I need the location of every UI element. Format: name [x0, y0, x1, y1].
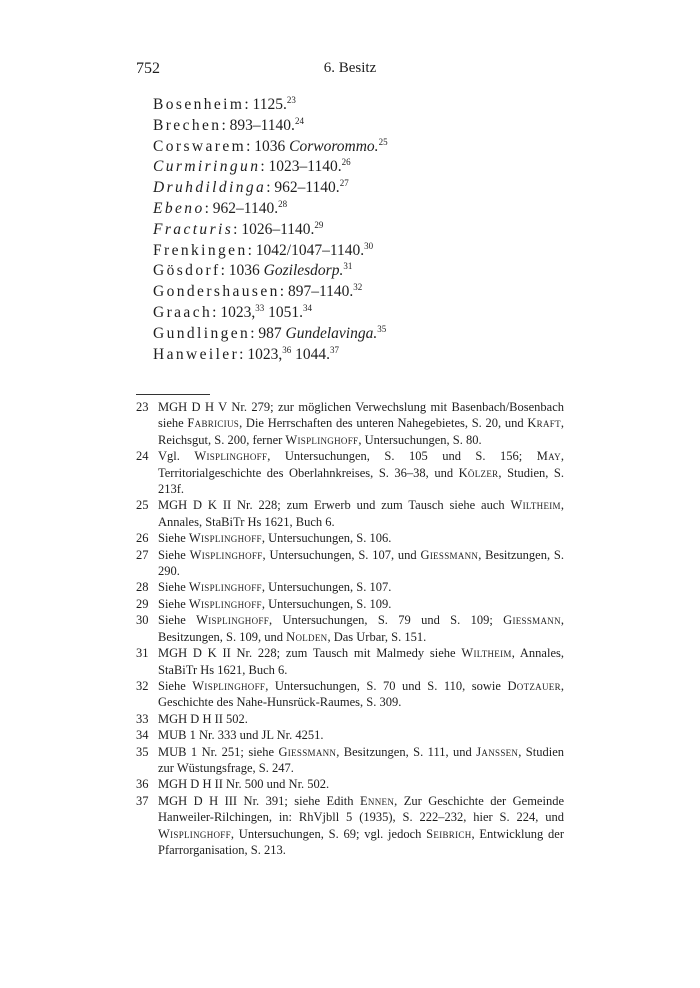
- footnote: [136, 612, 564, 645]
- footnote-number: 24: [136, 449, 149, 464]
- place-name: Ebeno: [153, 199, 205, 217]
- place-name: Hanweiler: [153, 345, 240, 363]
- footnote-text: [158, 613, 564, 643]
- footnote: [136, 793, 564, 859]
- footnote-text: [158, 712, 248, 726]
- footnote-text: [158, 679, 564, 709]
- place-entry: [153, 199, 388, 220]
- footnote-segment: , Entwicklung der Pfarrorganisation, S. 213.: [158, 826, 565, 857]
- footnote: [136, 596, 564, 612]
- footnote-number: 25: [136, 498, 149, 513]
- footnote-text: [158, 646, 564, 676]
- footnote-segment: Siehe: [158, 678, 193, 693]
- footnote-segment: , Untersuchungen, S. 70 und S. 110, sowie: [265, 678, 508, 693]
- footnote-text: [158, 745, 564, 775]
- author-name: Fabricius: [187, 416, 240, 431]
- footnote-text: [158, 400, 564, 447]
- author-name: Wisplinghoff: [196, 613, 270, 628]
- footnote-text: [158, 548, 564, 578]
- author-name: Dotzauer: [507, 678, 561, 693]
- author-name: Kraft: [527, 416, 561, 431]
- place-name: Curmiringun: [153, 158, 261, 176]
- footnote-segment: MUB 1 Nr. 251; siehe: [158, 744, 279, 759]
- footnote-ref: 27: [339, 178, 349, 189]
- footnote-text: [158, 597, 391, 611]
- footnote-ref: 36: [282, 344, 292, 355]
- footnote-segment: , Annales, StaBiTr Hs 1621, Buch 6.: [158, 498, 564, 529]
- footnote: [136, 744, 564, 777]
- footnote-segment: , Annales, StaBiTr Hs 1621, Buch 6.: [158, 646, 564, 677]
- footnote-ref: 35: [377, 323, 387, 334]
- author-name: Wisplinghoff: [285, 432, 359, 447]
- place-dates: : 1026–1140.: [233, 220, 315, 238]
- footnote-text: [158, 531, 391, 545]
- footnote-number: 31: [136, 646, 149, 661]
- footnote-number: 33: [136, 711, 149, 726]
- place-dates: : 1023–1140.: [260, 158, 342, 176]
- place-name: Fracturis: [153, 220, 234, 238]
- footnote: [136, 530, 564, 546]
- footnote-segment: Vgl.: [158, 449, 195, 464]
- author-name: Seibrich: [426, 826, 472, 841]
- footnote-segment: , Untersuchungen, S. 109.: [261, 596, 392, 611]
- footnote-segment: , Untersuchungen, S. 107.: [261, 580, 392, 595]
- place-dates: : 1042/1047–1140.: [247, 241, 365, 259]
- place-name: Frenkingen: [153, 241, 248, 259]
- footnote-segment: Siehe: [158, 547, 190, 562]
- footnote-segment: , Besitzungen, S. 111, und: [336, 744, 477, 759]
- footnote-number: 23: [136, 400, 149, 414]
- place-name: Brechen: [153, 116, 222, 134]
- place-entry: [153, 95, 388, 116]
- author-name: Wisplinghoff: [188, 531, 262, 546]
- place-entry: [153, 220, 388, 241]
- author-name: Wisplinghoff: [188, 580, 262, 595]
- place-dates: : 1036: [246, 137, 290, 155]
- footnote-text: [158, 794, 564, 857]
- footnote-segment: , Das Urbar, S. 151.: [327, 629, 427, 644]
- footnote-segment: , Besitzungen, S. 109, und: [158, 613, 564, 644]
- author-name: Giessmann: [420, 547, 479, 562]
- footnote-segment: , Geschichte des Nahe-Hunsrück-Raumes, S. 309.: [158, 678, 564, 710]
- place-entry: [153, 116, 388, 137]
- footnote-segment: , Untersuchungen, S. 79 und S. 109;: [269, 613, 504, 628]
- footnote-number: 32: [136, 678, 149, 693]
- footnote-segment: , Zur Geschichte der Gemeinde Hanweiler-Rilchingen, in: RhVjbll 5 (1935), S. 222–232, hier S. 224, und: [158, 793, 565, 825]
- place-entry: [153, 261, 388, 282]
- place-list: [153, 95, 388, 365]
- place-name: Gondershausen: [153, 283, 280, 301]
- footnote-segment: , Untersuchungen, S. 107, und: [262, 547, 421, 562]
- footnote-ref: 25: [378, 136, 388, 147]
- footnote-segment: , Die Herrschaften des unteren Nahegebietes, S. 20, und: [239, 416, 528, 431]
- footnote-segment: MUB 1 Nr. 333 und JL Nr. 4251.: [158, 728, 324, 743]
- place-tail: 1051.: [264, 303, 303, 321]
- footnote-segment: Siehe: [158, 596, 189, 611]
- footnote-ref: 24: [294, 115, 304, 126]
- place-dates: : 1036: [220, 262, 264, 280]
- footnote-segment: Siehe: [158, 531, 189, 546]
- footnote-number: 34: [136, 728, 149, 743]
- author-name: Wisplinghoff: [192, 678, 266, 693]
- place-dates: : 1125.: [244, 96, 287, 113]
- place-entry: [153, 345, 388, 366]
- footnote-segment: MGH D K II Nr. 228; zum Tausch mit Malmedy siehe: [158, 646, 462, 661]
- footnote-ref: 32: [353, 282, 363, 293]
- footnote-number: 37: [136, 793, 149, 808]
- place-entry: [153, 178, 388, 199]
- place-name: Gösdorf: [153, 262, 221, 280]
- footnote-ref: 23: [286, 95, 296, 105]
- footnote-segment: , Besitzungen, S. 290.: [158, 547, 564, 579]
- footnote-segment: MGH D H II Nr. 500 und Nr. 502.: [158, 777, 330, 792]
- footnote: [136, 645, 564, 678]
- author-name: Wisplinghoff: [188, 596, 262, 611]
- author-name: Nolden: [286, 629, 328, 644]
- footnote-text: [158, 728, 324, 742]
- footnote-ref: 29: [314, 219, 324, 230]
- footnote-segment: , Territorialgeschichte des Oberlahnkreises, S. 36–38, und: [158, 449, 564, 480]
- place-dates: : 1023,: [239, 345, 283, 363]
- footnote-number: 26: [136, 531, 149, 546]
- footnote-ref: 33: [255, 302, 265, 313]
- footnote: [136, 727, 564, 743]
- footnote-segment: MGH D H III Nr. 391; siehe Edith: [158, 793, 360, 808]
- place-dates: : 1023,: [212, 303, 256, 321]
- footnote: [136, 497, 564, 530]
- author-name: Janssen: [476, 744, 519, 759]
- place-entry: [153, 157, 388, 178]
- footnote-segment: , Untersuchungen, S. 106.: [261, 531, 392, 546]
- place-entry: [153, 324, 388, 345]
- footnote-number: 35: [136, 744, 149, 759]
- place-entry: [153, 241, 388, 262]
- footnote-ref: 34: [302, 302, 312, 313]
- place-entry: [153, 137, 388, 158]
- footnote-segment: Siehe: [158, 580, 189, 595]
- place-dates: : 962–1140.: [266, 179, 340, 197]
- footnote-number: 30: [136, 613, 149, 628]
- footnote: [136, 579, 564, 595]
- author-name: Kölzer: [458, 465, 499, 480]
- footnote-segment: , Untersuchungen, S. 69; vgl. jedoch: [230, 826, 427, 841]
- footnote-segment: MGH D H II 502.: [158, 711, 248, 726]
- footnote-text: [158, 498, 564, 528]
- footnote-ref: 37: [329, 344, 339, 355]
- place-dates: : 897–1140.: [279, 283, 354, 301]
- place-entry: [153, 303, 388, 324]
- footnote-ref: 31: [343, 261, 353, 272]
- author-name: Giessmann: [278, 744, 337, 759]
- author-name: Giessmann: [503, 613, 561, 628]
- footnote-text: [158, 449, 564, 496]
- footnote-text: [158, 777, 329, 791]
- footnote-segment: , Reichsgut, S. 200, ferner: [158, 416, 564, 447]
- footnote: [136, 711, 564, 727]
- footnote-ref: 28: [278, 198, 288, 209]
- page-number: 752: [136, 60, 160, 77]
- place-name: Corswarem: [153, 137, 247, 155]
- place-tail: Corworommo.: [289, 137, 379, 155]
- footnote-segment: Siehe: [158, 613, 197, 628]
- place-name: Gundlingen: [153, 324, 251, 342]
- footnote-separator: [136, 394, 210, 395]
- place-name: Graach: [153, 303, 213, 321]
- place-tail: 1044.: [291, 345, 330, 363]
- footnote-ref: 26: [341, 157, 351, 168]
- author-name: Wisplinghoff: [194, 449, 268, 464]
- footnote: [136, 399, 564, 448]
- place-name: Druhdildinga: [153, 179, 267, 197]
- author-name: Wisplinghoff: [189, 547, 263, 562]
- place-name: Bosenheim: [153, 96, 245, 113]
- footnote-number: 27: [136, 547, 149, 562]
- footnotes: [136, 399, 564, 858]
- footnote-segment: , Studien zur Wüstungsfrage, S. 247.: [158, 744, 564, 775]
- place-tail: Gozilesdorp.: [263, 262, 344, 280]
- footnote: [136, 448, 564, 497]
- footnote-segment: , Studien, S. 213f.: [158, 465, 564, 497]
- footnote-segment: MGH D H V Nr. 279; zur möglichen Verwechslung mit Basenbach/Bosenbach siehe: [158, 400, 564, 431]
- running-head: 6. Besitz: [323, 60, 377, 76]
- footnote-number: 29: [136, 596, 149, 611]
- author-name: Wisplinghoff: [158, 826, 231, 841]
- footnote-segment: MGH D K II Nr. 228; zum Erwerb und zum Tausch siehe auch: [158, 498, 511, 513]
- footnote: [136, 547, 564, 580]
- place-tail: Gundelavinga.: [285, 324, 378, 342]
- author-name: May: [536, 449, 561, 464]
- footnote: [136, 776, 564, 792]
- footnote-segment: , Untersuchungen, S. 105 und S. 156;: [267, 449, 537, 464]
- footnote-text: [158, 580, 391, 594]
- place-dates: : 962–1140.: [204, 199, 279, 217]
- footnote: [136, 678, 564, 711]
- footnote-ref: 30: [364, 240, 374, 251]
- footnote-number: 28: [136, 580, 149, 595]
- footnote-number: 36: [136, 777, 149, 792]
- place-dates: : 893–1140.: [221, 116, 295, 134]
- footnote-segment: , Untersuchungen, S. 80.: [358, 432, 482, 447]
- place-entry: [153, 282, 388, 303]
- place-dates: : 987: [250, 324, 286, 342]
- author-name: Wiltheim: [461, 646, 512, 661]
- author-name: Wiltheim: [510, 498, 561, 513]
- author-name: Ennen: [360, 793, 395, 808]
